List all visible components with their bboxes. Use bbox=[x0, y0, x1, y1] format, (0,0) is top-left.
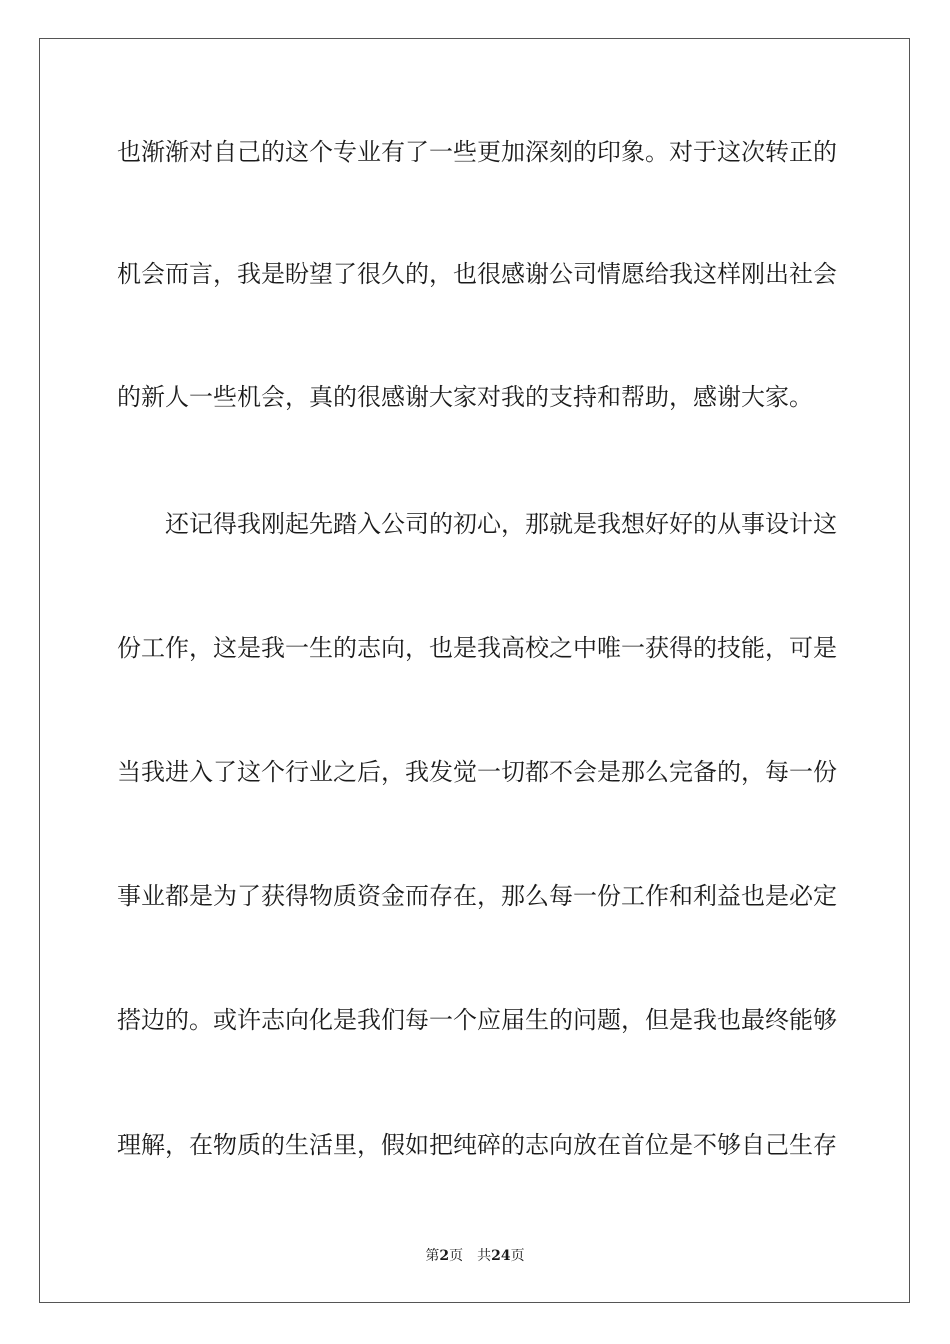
body-line-5: 份工作，这是我一生的志向，也是我高校之中唯一获得的技能，可是 bbox=[117, 634, 837, 662]
page-suffix: 页 bbox=[449, 1248, 464, 1264]
body-line-6: 当我进入了这个行业之后，我发觉一切都不会是那么完备的，每一份 bbox=[117, 758, 837, 786]
page-prefix: 第 bbox=[425, 1248, 440, 1264]
total-prefix: 共 bbox=[477, 1248, 492, 1264]
body-line-1: 也渐渐对自己的这个专业有了一些更加深刻的印象。对于这次转正的 bbox=[117, 138, 837, 166]
body-line-4: 还记得我刚起先踏入公司的初心，那就是我想好好的从事设计这 bbox=[165, 510, 837, 538]
total-pages: 24 bbox=[491, 1248, 511, 1264]
body-line-3: 的新人一些机会，真的很感谢大家对我的支持和帮助，感谢大家。 bbox=[117, 383, 813, 411]
page-border bbox=[39, 38, 910, 1303]
page-footer bbox=[0, 1247, 950, 1265]
body-line-8: 搭边的。或许志向化是我们每一个应届生的问题，但是我也最终能够 bbox=[117, 1006, 837, 1034]
body-line-9: 理解，在物质的生活里，假如把纯碎的志向放在首位是不够自己生存 bbox=[117, 1131, 837, 1159]
body-line-2: 机会而言，我是盼望了很久的，也很感谢公司情愿给我这样刚出社会 bbox=[117, 260, 837, 288]
page-number: 2 bbox=[439, 1248, 450, 1264]
total-suffix: 页 bbox=[510, 1248, 525, 1264]
body-line-7: 事业都是为了获得物质资金而存在，那么每一份工作和利益也是必定 bbox=[117, 882, 837, 910]
